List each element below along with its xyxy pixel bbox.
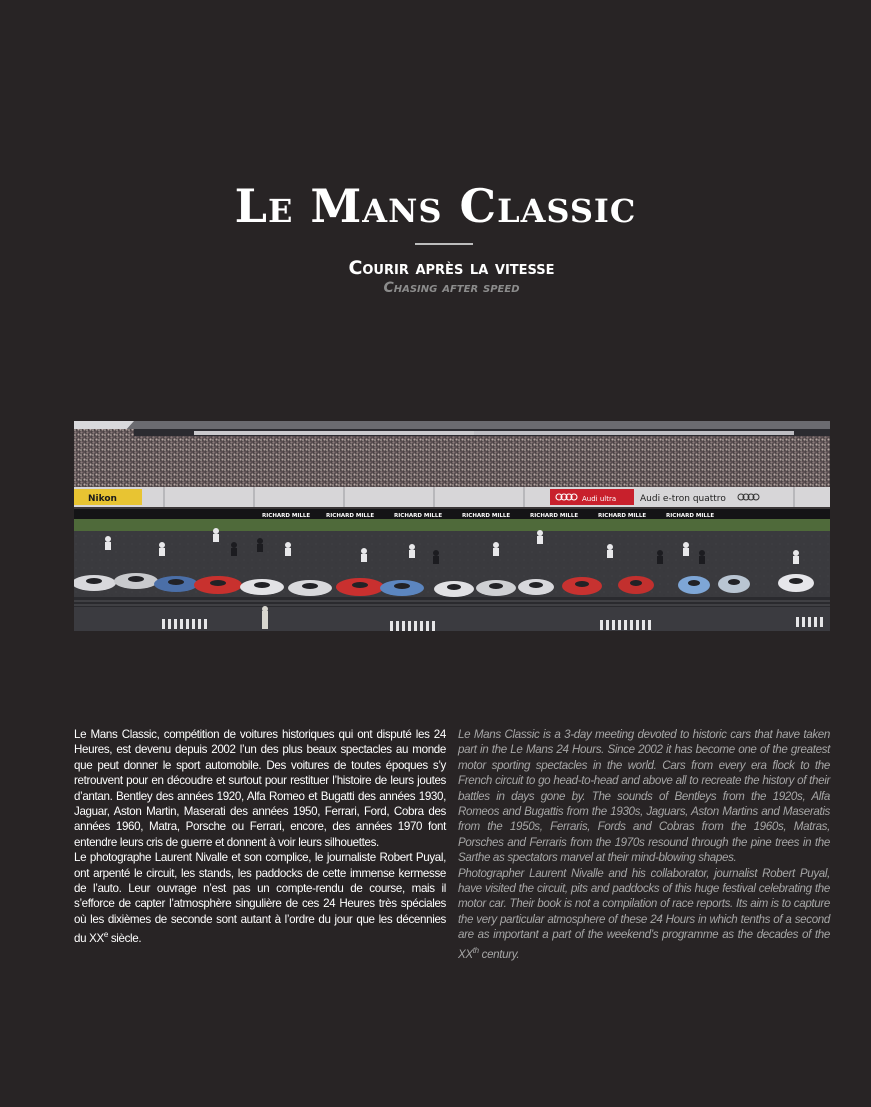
nikon-sign: Nikon	[88, 494, 117, 504]
svg-text:RICHARD MILLE: RICHARD MILLE	[326, 513, 375, 519]
svg-text:RICHARD MILLE: RICHARD MILLE	[462, 513, 511, 519]
english-paragraph-2: Photographer Laurent Nivalle and his collaborator, journalist Robert Puyal, have visited the circuit, pits and paddocks of this huge festival celebrating the motor car. Their book is not a compilation of race reports. Its aim is to capture the very particular atmosphere of these 24 Hours in which tenths of a second are as important a part of the weekend’s programme as the decades of the XXth century.	[458, 866, 830, 961]
audi-etron-sign: Audi e-tron quattro	[640, 494, 726, 504]
race-start-photo	[74, 421, 830, 631]
audi-ultra-sign: Audi ultra	[582, 495, 617, 503]
svg-text:RICHARD MILLE: RICHARD MILLE	[394, 513, 443, 519]
english-text-column	[458, 727, 830, 962]
french-text-column	[74, 727, 446, 947]
page-title: Le Mans Classic	[234, 179, 637, 233]
title-divider	[415, 243, 473, 245]
subtitle-english: Chasing after speed	[383, 280, 520, 296]
svg-text:RICHARD MILLE: RICHARD MILLE	[598, 513, 647, 519]
subtitle-french: Courir après la vitesse	[348, 257, 555, 279]
french-paragraph-1: Le Mans Classic, compétition de voitures historiques qui ont disputé les 24 Heures, est devenu depuis 2002 l’un des plus beaux spectacles au monde que peut donner le sport automobile. Des voitures de toutes époques s’y retrouvent pour en découdre et surtout pour restituer l’histoire de leurs joutes d’antan. Bentley des années 1920, Alfa Romeo et Bugatti des années 1930, Jaguar, Aston Martin, Maserati des années 1950, Ferrari, Ford, Cobra des années 1960, Matra, Porsche ou Ferrari, encore, des années 1970 font entendre leurs cris de guerre et donnent à voir leurs silhouettes.	[74, 728, 446, 849]
english-paragraph-1: Le Mans Classic is a 3-day meeting devoted to historic cars that have taken part in the Le Mans 24 Hours. Since 2002 it has become one of the greatest motor sporting spectacles in the world. Cars from every era flock to the French circuit to go head-to-head and above all to recreate the history of their battles in days gone by. The sounds of Bentleys from the 1920s, Alfa Romeos and Bugattis from the 1930s, Jaguars, Aston Martins and Maseratis from the 1950s, Ferraris, Fords and Cobras from the 1960s, Matras, Porsches and Ferraris from the 1970s resound through the pine trees in the Sarthe as spectators marvel at their mind-blowing shapes.	[458, 728, 830, 865]
french-paragraph-2: Le photographe Laurent Nivalle et son complice, le journaliste Robert Puyal, ont arpenté le circuit, les stands, les paddocks de cette immense kermesse de l’auto. Leur ouvrage n’est pas un compte-rendu de course, mais il s’efforce de capter l’atmosphère singulière de ces 24 Heures très spéciales où les dixièmes de seconde sont autant à l’ordre du jour que les décennies du XXe siècle.	[74, 851, 446, 946]
race-grid-illustration	[74, 421, 830, 631]
svg-text:RICHARD MILLE: RICHARD MILLE	[530, 513, 579, 519]
richard-mille-sign: RICHARD MILLE	[262, 513, 311, 519]
svg-text:RICHARD MILLE: RICHARD MILLE	[666, 513, 715, 519]
